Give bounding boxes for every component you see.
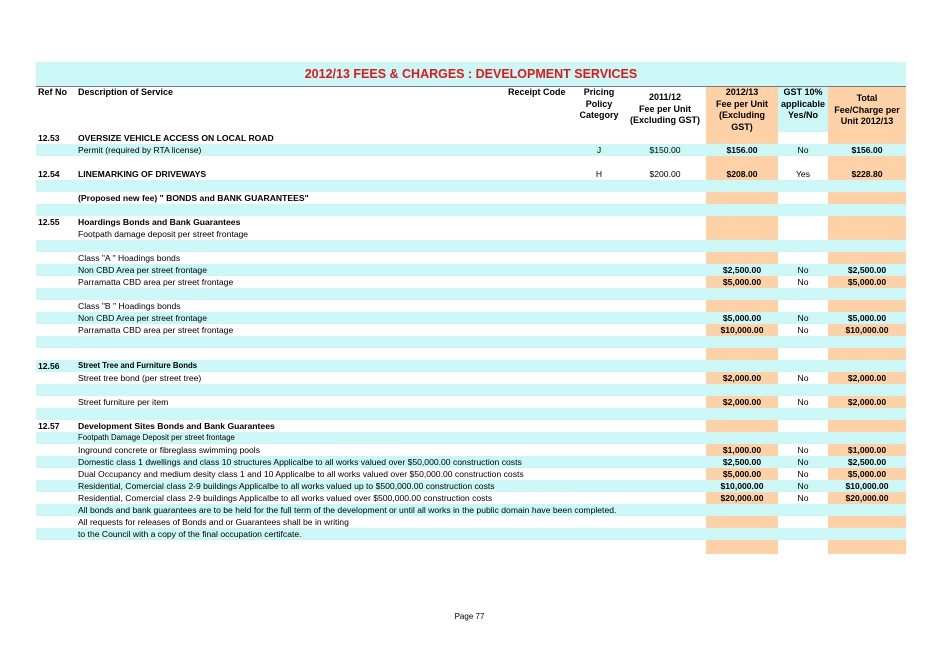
service-description: Hoardings Bonds and Bank Guarantees	[78, 217, 241, 227]
header-line: Category	[579, 110, 619, 120]
page-number: Page 77	[454, 612, 485, 621]
service-description: Street Tree and Furniture Bonds	[78, 361, 198, 370]
service-description: Residential, Comercial class 2-9 buildings Applicalbe to all works valued up to $500,000.00 construction costs	[78, 481, 495, 491]
service-description: (Proposed new fee) " BONDS and BANK GUARANTEES"	[78, 193, 309, 203]
table-row	[36, 480, 906, 492]
ref-no: 12.57	[38, 421, 60, 431]
service-description: Footpath damage deposit per street frontage	[78, 229, 249, 239]
table-row	[36, 396, 906, 408]
gst-applicable: No	[797, 313, 809, 323]
table-row	[36, 156, 906, 168]
table-row	[36, 204, 906, 216]
fee-2012: $20,000.00	[720, 493, 764, 503]
gst-applicable: No	[797, 481, 809, 491]
gst-applicable: No	[797, 145, 809, 155]
total-fee: $2,500.00	[847, 457, 887, 467]
fee-2012: $156.00	[726, 145, 758, 155]
ref-no: 12.53	[38, 133, 60, 143]
table-row	[36, 180, 906, 192]
table-row	[36, 360, 906, 372]
total-fee: $5,000.00	[847, 469, 887, 479]
header-line: Total	[856, 93, 878, 103]
service-description: Non CBD Area per street frontage	[78, 313, 207, 323]
header-line: Fee per Unit	[715, 98, 768, 109]
service-description: Inground concrete or fibreglass swimming pools	[78, 445, 260, 455]
fees-table	[36, 132, 906, 540]
header-line: Pricing	[583, 87, 615, 97]
table-row	[36, 228, 906, 240]
service-description: Development Sites Bonds and Bank Guarantees	[78, 421, 275, 431]
total-fee: $5,000.00	[847, 313, 887, 323]
service-description: Parramatta CBD area per street frontage	[78, 277, 234, 287]
service-description: Non CBD Area per street frontage	[78, 265, 207, 275]
table-row	[36, 492, 906, 504]
header-fee-2011	[626, 92, 704, 127]
gst-applicable: Yes	[795, 169, 811, 179]
header-line: Fee per Unit	[638, 103, 691, 114]
service-description: to the Council with a copy of the final occupation certifcate.	[78, 529, 302, 539]
gst-applicable: No	[797, 265, 809, 275]
ref-no: 12.54	[38, 169, 60, 179]
fee-2012: $1,000.00	[722, 445, 762, 455]
table-row	[36, 516, 906, 528]
header-line: (Excluding GST)	[629, 115, 700, 125]
fee-2011: $150.00	[649, 145, 681, 155]
fee-2012: $10,000.00	[720, 325, 764, 335]
gst-applicable: No	[797, 277, 809, 287]
fee-2012: $208.00	[726, 169, 758, 179]
gst-applicable: No	[797, 445, 809, 455]
fee-2012: $5,000.00	[722, 277, 762, 287]
total-fee: $228.80	[851, 169, 883, 179]
fee-2012: $10,000.00	[720, 481, 764, 491]
total-fee: $10,000.00	[845, 325, 889, 335]
gst-applicable: No	[797, 373, 809, 383]
service-description: Street tree bond (per street tree)	[78, 373, 202, 383]
header-line: Fee/Charge per	[834, 104, 900, 115]
total-fee: $20,000.00	[845, 493, 889, 503]
table-row	[36, 264, 906, 276]
header-ref-no: Ref No	[38, 87, 67, 97]
fee-2012: $5,000.00	[722, 313, 762, 323]
header-line: applicable	[780, 98, 825, 109]
service-description: All bonds and bank guarantees are to be held for the full term of the development or until all works in the public domain have been completed.	[78, 505, 617, 515]
gst-applicable: No	[797, 469, 809, 479]
table-row	[36, 300, 906, 312]
service-description: Dual Occupancy and medium desity class 1 and 10 Applicalbe to all works valued over $50,000.00 construction costs	[78, 469, 524, 479]
header-line: Unit 2012/13	[840, 116, 894, 126]
table-row	[36, 348, 906, 360]
header-gst	[778, 87, 828, 122]
header-line: Yes/No	[787, 110, 818, 120]
table-row	[36, 288, 906, 300]
service-description: Parramatta CBD area per street frontage	[78, 325, 234, 335]
fee-2012: $2,500.00	[722, 265, 762, 275]
service-description: Class "B " Hoadings bonds	[78, 301, 181, 311]
header-total	[828, 93, 906, 128]
fee-2012: $2,500.00	[722, 457, 762, 467]
header-fee-2012	[706, 87, 778, 133]
sheet-title: 2012/13 FEES & CHARGES : DEVELOPMENT SERVICES	[36, 62, 906, 87]
header-line: (Excluding	[718, 110, 765, 120]
header-line: 2012/13	[725, 87, 759, 97]
table-row	[36, 240, 906, 252]
table-row	[36, 192, 906, 204]
total-fee: $156.00	[851, 145, 883, 155]
table-row	[36, 384, 906, 396]
table-row	[36, 168, 906, 180]
service-description: Residential, Comercial class 2-9 buildings Applicalbe to all works valued over $500,000.00 construction costs	[78, 493, 493, 503]
table-row	[36, 216, 906, 228]
header-line: GST)	[731, 121, 753, 132]
table-row	[36, 144, 906, 156]
fee-2012: $5,000.00	[722, 469, 762, 479]
table-row	[36, 276, 906, 288]
table-row	[36, 444, 906, 456]
total-fee: $10,000.00	[845, 481, 889, 491]
table-row	[36, 456, 906, 468]
service-description: Street furniture per item	[78, 397, 169, 407]
table-row	[36, 312, 906, 324]
gst-applicable: No	[797, 397, 809, 407]
service-description: Footpath Damage Deposit per street frontage	[78, 433, 235, 442]
total-fee: $1,000.00	[847, 445, 887, 455]
gst-applicable: No	[797, 457, 809, 467]
table-row	[36, 372, 906, 384]
service-description: LINEMARKING OF DRIVEWAYS	[78, 169, 207, 179]
table-row	[36, 336, 906, 348]
header-pricing-policy	[576, 87, 622, 122]
table-row	[36, 504, 906, 516]
pricing-policy-category: J	[596, 145, 602, 155]
fee-2011: $200.00	[649, 169, 681, 179]
header-line: GST 10%	[783, 87, 823, 97]
total-fee: $2,000.00	[847, 397, 887, 407]
service-description: Class "A " Hoadings bonds	[78, 253, 181, 263]
table-row	[36, 324, 906, 336]
fee-2012: $2,000.00	[722, 397, 762, 407]
table-row	[36, 132, 906, 144]
total-fee: $5,000.00	[847, 277, 887, 287]
table-row	[36, 408, 906, 420]
header-line: Policy	[585, 98, 613, 109]
service-description: All requests for releases of Bonds and or Guarantees shall be in writing	[78, 517, 349, 527]
total-fee: $2,000.00	[847, 373, 887, 383]
header-description: Description of Service	[78, 87, 174, 97]
pricing-policy-category: H	[595, 169, 603, 179]
table-row	[36, 528, 906, 540]
gst-applicable: No	[797, 325, 809, 335]
table-row	[36, 468, 906, 480]
header-receipt-code: Receipt Code	[508, 87, 566, 97]
fee-2012: $2,000.00	[722, 373, 762, 383]
service-description: OVERSIZE VEHICLE ACCESS ON LOCAL ROAD	[78, 133, 274, 143]
table-row	[36, 420, 906, 432]
gst-applicable: No	[797, 493, 809, 503]
ref-no: 12.56	[38, 361, 60, 371]
total-fee: $2,500.00	[847, 265, 887, 275]
header-line: 2011/12	[648, 92, 682, 102]
table-row	[36, 252, 906, 264]
ref-no: 12.55	[38, 217, 60, 227]
service-description: Domestic class 1 dwellings and class 10 structures Applicalbe to all works valued over $50,000.00 construction costs	[78, 457, 522, 467]
table-row	[36, 432, 906, 444]
service-description: Permit (required by RTA license)	[78, 145, 202, 155]
